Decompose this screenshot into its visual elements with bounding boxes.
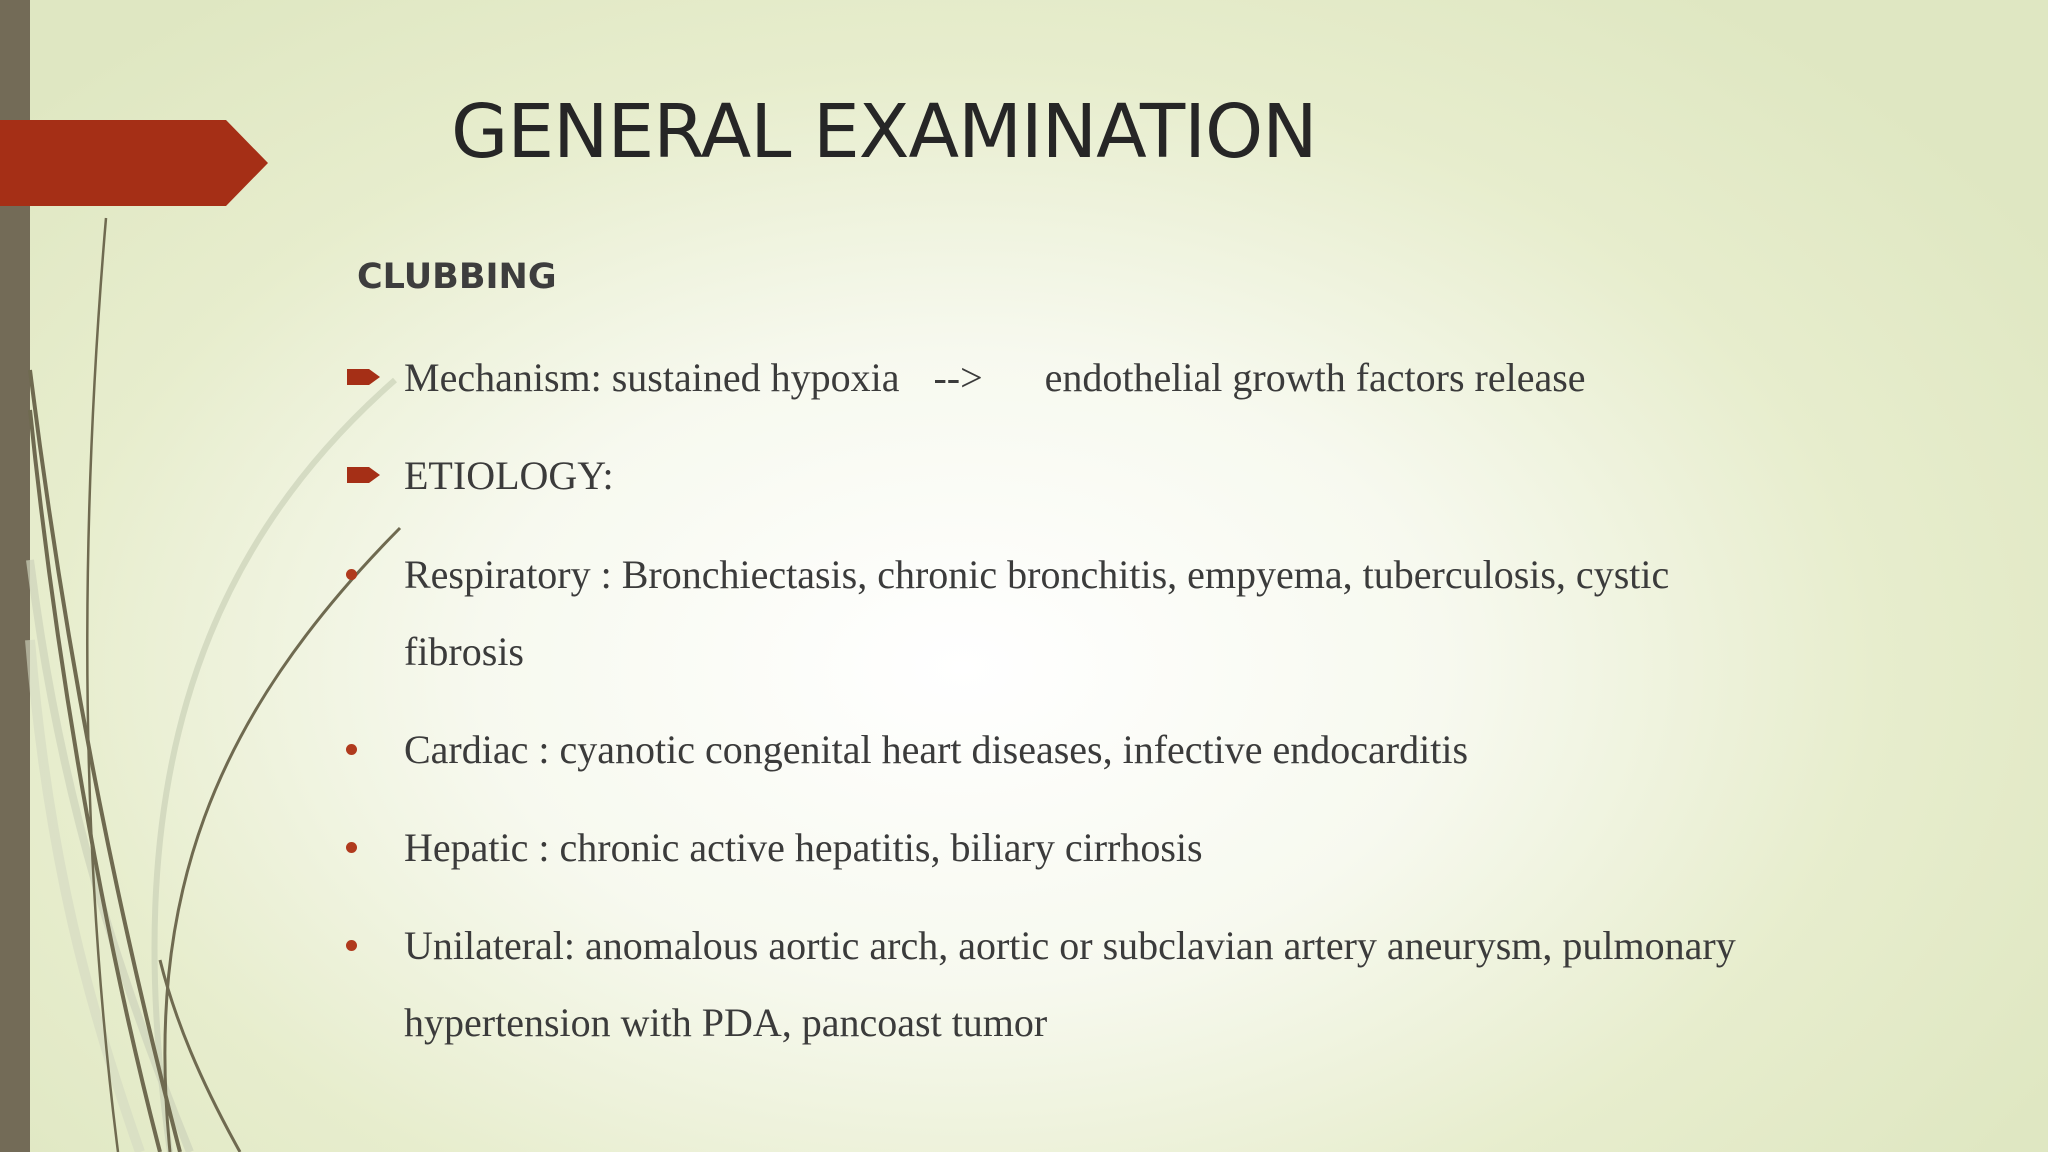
arrow-bullet-icon: [347, 437, 387, 514]
item-text-arrow: -->: [933, 355, 983, 400]
item-text-cardiac: Cardiac : cyanotic congenital heart diseases, infective endocarditis: [404, 727, 1469, 772]
dot-bullet-icon: [346, 569, 357, 580]
list-item: [404, 437, 1784, 514]
red-banner-arrow: [0, 120, 268, 206]
arrow-bullet-icon: [347, 339, 387, 416]
dark-curve-4: [165, 528, 400, 1152]
item-text-hepatic: Hepatic : chronic active hepatitis, biliary cirrhosis: [404, 825, 1203, 870]
list-item: [404, 809, 1784, 886]
item-text-etiology: ETIOLOGY:: [404, 453, 614, 498]
item-text-release: endothelial growth factors release: [1044, 355, 1586, 400]
list-item: [404, 339, 1784, 416]
dot-bullet-icon: [346, 940, 357, 951]
item-text-respiratory: Respiratory : Bronchiectasis, chronic bronchitis, empyema, tuberculosis, cystic fibrosis: [404, 552, 1670, 674]
dot-bullet-icon: [346, 744, 357, 755]
dot-bullet-icon: [346, 842, 357, 853]
list-item: [404, 711, 1784, 788]
list-item: [404, 536, 1784, 690]
list-item: [404, 907, 1784, 1061]
item-text-mechanism: Mechanism: sustained hypoxia: [404, 355, 900, 400]
slide-subtitle: CLUBBING: [357, 257, 557, 297]
item-text-unilateral: Unilateral: anomalous aortic arch, aortic or subclavian artery aneurysm, pulmonary hypertension with PDA, pancoast tumor: [404, 923, 1736, 1045]
slide-title: GENERAL EXAMINATION: [451, 89, 1317, 175]
